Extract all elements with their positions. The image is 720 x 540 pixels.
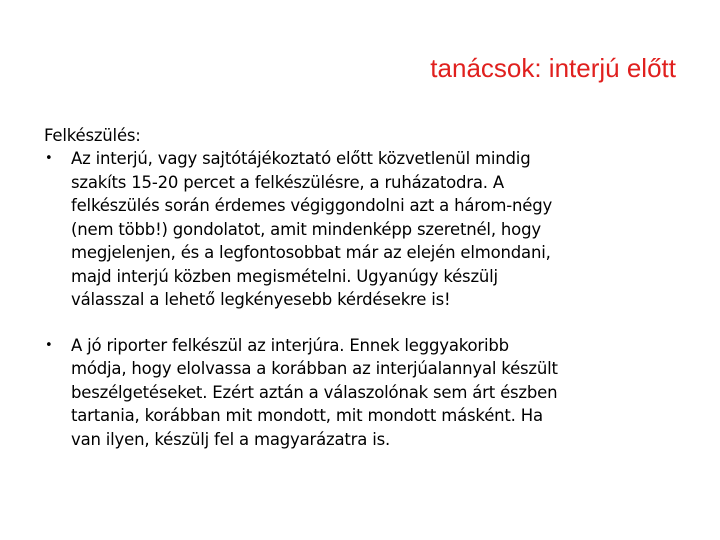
bullet-icon: • — [45, 151, 53, 166]
bullet-line: megjelenjen, és a legfontosobbat már az elején elmondani, — [71, 243, 551, 262]
bullet-line: módja, hogy elolvassa a korábban az interjúalannyal készült — [71, 359, 558, 378]
bullet-line: Az interjú, vagy sajtótájékoztató előtt közvetlenül mindig — [71, 149, 531, 168]
bullet-list — [44, 147, 694, 451]
slide-title: tanácsok: interjú előtt — [430, 53, 676, 83]
bullet-icon: • — [45, 337, 53, 353]
bullet-item — [44, 334, 694, 452]
bullet-line: szakíts 15-20 percet a felkészülésre, a ruházatodra. A — [71, 172, 504, 192]
bullet-line: van ilyen, készülj fel a magyarázatra is. — [71, 429, 391, 449]
bullet-line: válasszal a lehető legkényesebb kérdésekre is! — [71, 290, 451, 309]
bullet-line: (nem több!) gondolatot, amit mindenképp szeretnél, hogy — [71, 219, 541, 239]
section-heading: Felkészülés: — [44, 126, 141, 145]
bullet-line: beszélgetéseket. Ezért aztán a válaszolónak sem árt észben — [71, 382, 558, 402]
bullet-line: majd interjú közben megismételni. Ugyanúgy készülj — [71, 266, 498, 286]
bullet-line: A jó riporter felkészül az interjúra. Ennek leggyakoribb — [71, 335, 509, 355]
bullet-line: felkészülés során érdemes végiggondolni azt a három-négy — [71, 196, 553, 215]
bullet-item — [44, 147, 694, 312]
bullet-line: tartania, korábban mit mondott, mit mondott másként. Ha — [71, 406, 543, 425]
slide-content — [44, 124, 694, 451]
